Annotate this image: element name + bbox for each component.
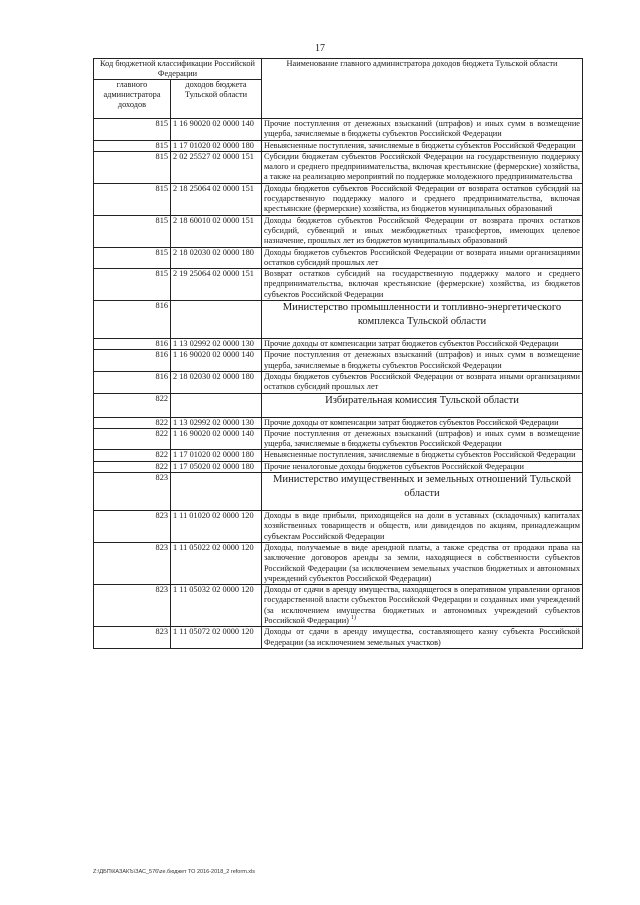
income-code-cell: 2 18 02030 02 0000 180 — [171, 371, 262, 393]
table-row — [94, 247, 583, 269]
income-name-text: Прочие доходы от компенсации затрат бюджетов субъектов Российской Федерации — [264, 339, 559, 349]
budget-classification-table — [93, 58, 583, 649]
income-name-text: Субсидии бюджетам субъектов Российской Федерации на государственную поддержку малого и среднего предпринимательства, включая крестьянские (фермерские) хозяйства, а также на реализацию мероприятий по поддержке молодежного предпринимательства — [264, 151, 580, 182]
admin-code-cell: 822 — [94, 417, 171, 428]
table-row — [94, 542, 583, 584]
income-name-cell — [262, 417, 583, 428]
income-code-cell-empty — [171, 393, 262, 417]
table-row — [94, 627, 583, 649]
income-name-cell — [262, 511, 583, 543]
income-code-cell: 1 16 90020 02 0000 140 — [171, 119, 262, 141]
income-name-text: Доходы, получаемые в виде арендной платы, а также средства от продажи права на заключение договоров аренды за земли, находящиеся в собственности субъектов Российской Федерации (за исключением земельных участков бюджетных и автономных учреждений субъектов Российской Федерации) — [264, 542, 580, 583]
income-code-cell: 1 11 05072 02 0000 120 — [171, 627, 262, 649]
admin-code-cell: 822 — [94, 393, 171, 417]
org-row — [94, 393, 583, 417]
income-name-cell — [262, 627, 583, 649]
admin-code-cell: 822 — [94, 450, 171, 461]
admin-code-cell: 822 — [94, 428, 171, 450]
income-name-text: Возврат остатков субсидий на государственную поддержку малого и среднего предпринимательства, включая крестьянские (фермерские) хозяйства, из бюджетов субъектов Российской Федерации — [264, 269, 580, 299]
income-code-cell-empty — [171, 473, 262, 511]
admin-code-cell: 815 — [94, 269, 171, 301]
income-name-cell — [262, 339, 583, 350]
income-name-text: Невыясненные поступления, зачисляемые в бюджеты субъектов Российской Федерации — [264, 450, 576, 460]
income-name-text: Прочие неналоговые доходы бюджетов субъектов Российской Федерации — [264, 461, 524, 471]
footer-file-path: Z:\ДБП\КАЗАКЪ\ЗАС_576\ze.бюджет ТО 2016-2018_2 reform.xls — [93, 869, 256, 875]
admin-code-cell: 823 — [94, 511, 171, 543]
table-row — [94, 151, 583, 183]
income-name-cell — [262, 269, 583, 301]
income-name-cell — [262, 215, 583, 247]
income-name-text: Прочие поступления от денежных взысканий (штрафов) и иных сумм в возмещение ущерба, зачисляемые в бюджеты субъектов Российской Федерации — [264, 119, 580, 139]
income-code-cell: 1 16 90020 02 0000 140 — [171, 428, 262, 450]
income-name-cell — [262, 371, 583, 393]
income-name-cell — [262, 151, 583, 183]
table-row — [94, 339, 583, 350]
admin-code-cell: 816 — [94, 371, 171, 393]
income-name-text: Доходы в виде прибыли, приходящейся на доли в уставных (складочных) капиталах хозяйственных товариществ и обществ, или дивидендов по акциям, принадлежащим субъектам Российской Федерации — [264, 511, 580, 541]
header-name: Наименование главного администратора доходов бюджета Тульской области — [262, 59, 583, 119]
admin-code-cell: 815 — [94, 215, 171, 247]
admin-code-cell: 816 — [94, 301, 171, 339]
header-code-group: Код бюджетной классификации Российской Федерации — [94, 59, 262, 80]
admin-code-cell: 823 — [94, 627, 171, 649]
income-code-cell: 1 16 90020 02 0000 140 — [171, 350, 262, 372]
table-body — [94, 119, 583, 649]
income-name-cell — [262, 140, 583, 151]
income-code-cell: 1 13 02992 02 0000 130 — [171, 339, 262, 350]
income-name-text: Прочие поступления от денежных взысканий (штрафов) и иных сумм в возмещение ущерба, зачисляемые в бюджеты субъектов Российской Федерации — [264, 428, 580, 449]
income-code-cell: 1 17 01020 02 0000 180 — [171, 140, 262, 151]
income-name-text: Доходы от сдачи в аренду имущества, находящегося в оперативном управлении органов государственной власти субъектов Российской Федерации и созданных ими учреждений (за исключением имущества бюджетных и автономных учреждений субъектов Российской Федерации) — [264, 585, 580, 625]
income-name-cell — [262, 247, 583, 269]
table-row — [94, 428, 583, 450]
table-row — [94, 511, 583, 543]
org-row — [94, 301, 583, 339]
table-row — [94, 119, 583, 141]
admin-code-cell: 815 — [94, 140, 171, 151]
admin-code-cell: 816 — [94, 350, 171, 372]
admin-code-cell: 815 — [94, 247, 171, 269]
income-code-cell: 1 13 02992 02 0000 130 — [171, 417, 262, 428]
org-name-cell: Министерство имущественных и земельных отношений Тульской области — [262, 473, 583, 511]
header-admin: главного администратора доходов — [94, 80, 171, 119]
table-row — [94, 461, 583, 472]
income-code-cell: 2 02 25527 02 0000 151 — [171, 151, 262, 183]
income-name-text: Доходы бюджетов субъектов Российской Федерации от возврата иными организациями остатков субсидий прошлых лет — [264, 247, 580, 267]
income-name-text: Доходы от сдачи в аренду имущества, составляющего казну субъекта Российской Федерации (за исключением земельных участков) — [264, 627, 580, 647]
admin-code-cell: 823 — [94, 542, 171, 584]
table-row — [94, 450, 583, 461]
income-code-cell-empty — [171, 301, 262, 339]
income-code-cell: 2 18 25064 02 0000 151 — [171, 183, 262, 215]
income-name-cell — [262, 461, 583, 472]
table-row — [94, 417, 583, 428]
income-code-cell: 2 18 60010 02 0000 151 — [171, 215, 262, 247]
org-name-cell: Избирательная комиссия Тульской области — [262, 393, 583, 417]
income-name-text: Прочие поступления от денежных взысканий (штрафов) и иных сумм в возмещение ущерба, зачисляемые в бюджеты субъектов Российской Федерации — [264, 350, 580, 370]
footnote-marker: 1) — [351, 615, 356, 622]
income-name-text: Невыясненные поступления, зачисляемые в бюджеты субъектов Российской Федерации — [264, 140, 576, 150]
income-name-text: Доходы бюджетов субъектов Российской Федерации от возврата остатков субсидий на государственную поддержку малого и среднего предпринимательства, включая крестьянские (фермерские) хозяйства, из бюджетов муниципальных образований — [264, 183, 580, 214]
admin-code-cell: 815 — [94, 119, 171, 141]
income-name-cell — [262, 183, 583, 215]
header-row — [94, 59, 583, 80]
admin-code-cell: 815 — [94, 151, 171, 183]
org-name-cell: Министерство промышленности и топливно-энергетического комплекса Тульской области — [262, 301, 583, 339]
admin-code-cell: 823 — [94, 473, 171, 511]
income-code-cell: 1 11 05032 02 0000 120 — [171, 585, 262, 627]
income-code-cell: 2 18 02030 02 0000 180 — [171, 247, 262, 269]
income-name-cell — [262, 350, 583, 372]
table-row — [94, 585, 583, 627]
table-row — [94, 183, 583, 215]
table-row — [94, 350, 583, 372]
table-row — [94, 215, 583, 247]
income-name-cell — [262, 542, 583, 584]
admin-code-cell: 823 — [94, 585, 171, 627]
income-name-cell — [262, 428, 583, 450]
org-row — [94, 473, 583, 511]
income-name-text: Доходы бюджетов субъектов Российской Федерации от возврата иными организациями остатков субсидий прошлых лет — [264, 371, 580, 392]
income-name-text: Прочие доходы от компенсации затрат бюджетов субъектов Российской Федерации — [264, 417, 559, 427]
income-code-cell: 2 19 25064 02 0000 151 — [171, 269, 262, 301]
admin-code-cell: 822 — [94, 461, 171, 472]
income-code-cell: 1 17 01020 02 0000 180 — [171, 450, 262, 461]
table-row — [94, 140, 583, 151]
admin-code-cell: 816 — [94, 339, 171, 350]
income-name-cell — [262, 450, 583, 461]
income-code-cell: 1 11 01020 02 0000 120 — [171, 511, 262, 543]
income-name-cell — [262, 585, 583, 627]
income-name-cell — [262, 119, 583, 141]
header-income: доходов бюджета Тульской области — [171, 80, 262, 119]
income-code-cell: 1 17 05020 02 0000 180 — [171, 461, 262, 472]
income-name-text: Доходы бюджетов субъектов Российской Федерации от возврата прочих остатков субсидий, субвенций и иных межбюджетных трансфертов, имеющих целевое назначение, прошлых лет из бюджетов муниципальных образований — [264, 215, 580, 246]
table-row — [94, 269, 583, 301]
page-number: 17 — [315, 43, 325, 54]
table-row — [94, 371, 583, 393]
income-code-cell: 1 11 05022 02 0000 120 — [171, 542, 262, 584]
admin-code-cell: 815 — [94, 183, 171, 215]
